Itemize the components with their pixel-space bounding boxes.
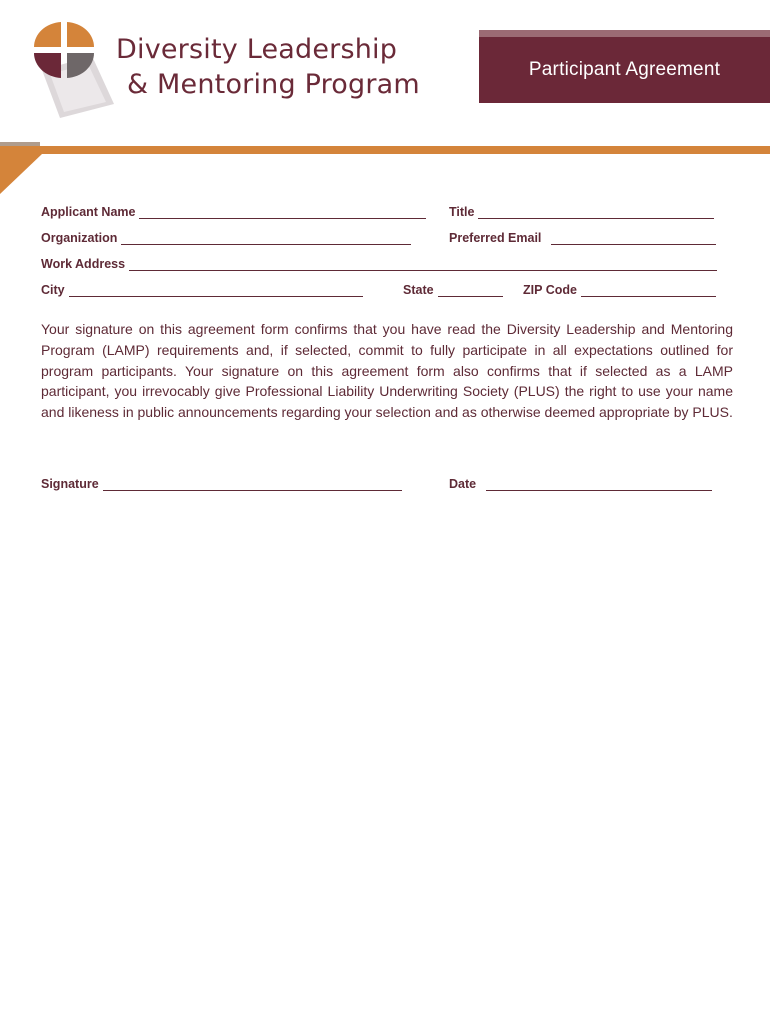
participant-agreement-badge [479, 37, 770, 103]
title-field[interactable] [449, 199, 714, 219]
program-logo [30, 22, 120, 122]
applicant-name-line[interactable] [139, 202, 426, 219]
applicant-form [41, 199, 721, 303]
form-row-organization [41, 225, 721, 251]
zip-code-field[interactable] [523, 277, 716, 297]
program-title-line1: Diversity Leadership [116, 34, 398, 65]
city-field[interactable] [41, 277, 363, 297]
work-address-label: Work Address [41, 257, 126, 271]
city-label: City [41, 283, 65, 297]
title-line[interactable] [478, 202, 714, 219]
preferred-email-field[interactable] [449, 225, 716, 245]
preferred-email-line[interactable] [551, 228, 716, 245]
state-label: State [403, 283, 434, 297]
form-row-name [41, 199, 721, 225]
organization-line[interactable] [121, 228, 411, 245]
state-field[interactable] [403, 277, 503, 297]
form-row-location [41, 277, 721, 303]
organization-field[interactable] [41, 225, 411, 245]
badge-label: Participant Agreement [528, 59, 721, 80]
organization-label: Organization [41, 231, 118, 245]
corner-triangle [0, 154, 42, 194]
signature-row [41, 471, 721, 495]
date-line[interactable] [486, 474, 712, 491]
state-line[interactable] [438, 280, 503, 297]
title-label: Title [449, 205, 475, 219]
city-line[interactable] [69, 280, 363, 297]
program-title-line2: & Mentoring Program [127, 69, 420, 100]
badge-texture [479, 30, 770, 37]
program-title [116, 32, 420, 102]
date-field[interactable] [449, 471, 712, 491]
work-address-field[interactable] [41, 251, 717, 271]
agreement-text: Your signature on this agreement form confirms that you have read the Diversity Leadership and Mentoring Program (LAMP) requirements and, if selected, commit to fully participate in all expectations outlined for program participants. Your signature on this agreement form also confirms that if selected as a LAMP participant, you irrevocably give Professional Liability Underwriting Society (PLUS) the right to use your name and likeness in public announcements regarding your selection and as otherwise deemed appropriate by PLUS. [41, 321, 733, 421]
signature-line[interactable] [103, 474, 402, 491]
applicant-name-field[interactable] [41, 199, 426, 219]
zip-code-line[interactable] [581, 280, 716, 297]
zip-code-label: ZIP Code [523, 283, 577, 297]
date-label: Date [449, 477, 477, 491]
applicant-name-label: Applicant Name [41, 205, 136, 219]
work-address-line[interactable] [129, 254, 717, 271]
signature-label: Signature [41, 477, 99, 491]
signature-field[interactable] [41, 471, 402, 491]
form-row-address [41, 251, 721, 277]
preferred-email-label: Preferred Email [449, 231, 542, 245]
header-divider [0, 146, 770, 154]
